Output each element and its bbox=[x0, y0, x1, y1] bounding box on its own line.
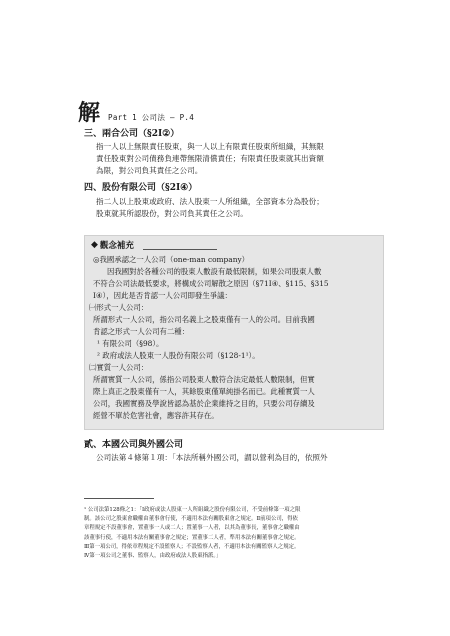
section-heading-si: 四、股份有限公司（§2Ⅰ④） bbox=[84, 183, 198, 193]
concept-line: ㈡實質一人公司： bbox=[89, 363, 149, 372]
text-line: 為限，對公司負其責任之公司。 bbox=[96, 166, 203, 176]
concept-line: 因我國對於各種公司的股東人數設有最低限制，如果公司股東人數 bbox=[107, 267, 322, 276]
concept-line: 際上真正之股東僅有一人，其餘股東僅單純掛名而已。此種實質一人 bbox=[93, 387, 315, 396]
concept-line: ² 政府或法人股東一人股份有限公司（§128-1¹）。 bbox=[97, 351, 260, 360]
concept-line: ◎我國承認之一人公司（one-man company） bbox=[93, 255, 250, 264]
paragraph-si bbox=[96, 196, 378, 220]
concept-line: 不符合公司法最低要求，將構成公司解散之原因（§71Ⅰ④、§115、§315 bbox=[93, 279, 329, 288]
paragraph-wu bbox=[96, 452, 378, 464]
footnote-line: 制。該公司之股東會職權由董事會行使，不適用本法有關股東會之規定。Ⅱ前項公司，得依 bbox=[84, 516, 298, 523]
footnote bbox=[84, 506, 384, 561]
paragraph-san bbox=[96, 141, 378, 178]
section-heading-wu: 貳、本國公司與外國公司 bbox=[84, 440, 184, 450]
text-line: 指二人以上股東或政府、法人股東一人所組織，全部資本分為股份； bbox=[96, 197, 324, 206]
concept-line: ㈠形式一人公司： bbox=[89, 303, 149, 312]
concept-line: Ⅰ④），因此是否肯認一人公司即發生爭議： bbox=[93, 291, 232, 300]
concept-title bbox=[91, 239, 134, 251]
concept-line: 所謂實質一人公司，係指公司股東人數符合法定最低人數限制，但實 bbox=[93, 375, 315, 384]
footnote-line: 該董事行使，不適用本法有關董事會之規定；置董事二人者，準用本法有關董事會之規定。 bbox=[84, 534, 300, 541]
footnote-line: Ⅲ第一項公司，得依章程規定不設監察人；不設監察人者，不適用本法有關監察人之規定。 bbox=[84, 543, 300, 550]
concept-line: 所謂形式一人公司，指公司名義上之股東僅有一人的公司。目前我國 bbox=[93, 315, 315, 324]
title-underline bbox=[143, 249, 217, 250]
text-line: 責任股東對公司債務負連帶無限清償責任；有限責任股東就其出資額 bbox=[96, 154, 324, 164]
text-line: 股東就其所認股份，對公司負其責任之公司。 bbox=[96, 209, 248, 219]
concept-box bbox=[84, 235, 384, 430]
concept-line: 公司，我國實務及學說皆認為基於企業維持之目的，只要公司存續及 bbox=[93, 399, 315, 408]
running-header: Part 1 公司法 — P.4 bbox=[108, 113, 195, 122]
footnote-line: Ⅳ第一項公司之董事、監察人，由政府或法人股東指派。」 bbox=[84, 553, 222, 560]
concept-line: 肯認之形式一人公司有二種： bbox=[93, 327, 190, 336]
text-line: 指一人以上無限責任股東，與一人以上有限責任股東所組織，其無限 bbox=[96, 142, 324, 151]
text-line: 公司法第４條第１項：「本法所稱外國公司，謂以營利為目的，依照外 bbox=[96, 453, 328, 462]
page-header bbox=[78, 96, 194, 127]
footnote-line: ¹ 公司法第128條之1：「Ⅰ政府或法人股東一人所組織之股份有限公司，不受前條第一項之限 bbox=[84, 507, 301, 513]
footnote-line: 章程規定不設董事會，置董事一人或二人；置董事一人者，以其為董事長，董事會之職權由 bbox=[84, 525, 300, 532]
concept-title-text: 觀念補充 bbox=[99, 241, 134, 251]
concept-line: ¹ 有限公司（§98）。 bbox=[97, 339, 164, 348]
concept-line: 經營不單於危害社會，應容許其存在。 bbox=[93, 411, 219, 420]
section-heading-san: 三、兩合公司（§2Ⅰ②） bbox=[84, 129, 180, 139]
diamond-icon: ◆ bbox=[91, 240, 98, 250]
chapter-char: 解 bbox=[78, 100, 101, 126]
footnote-rule bbox=[84, 498, 154, 499]
